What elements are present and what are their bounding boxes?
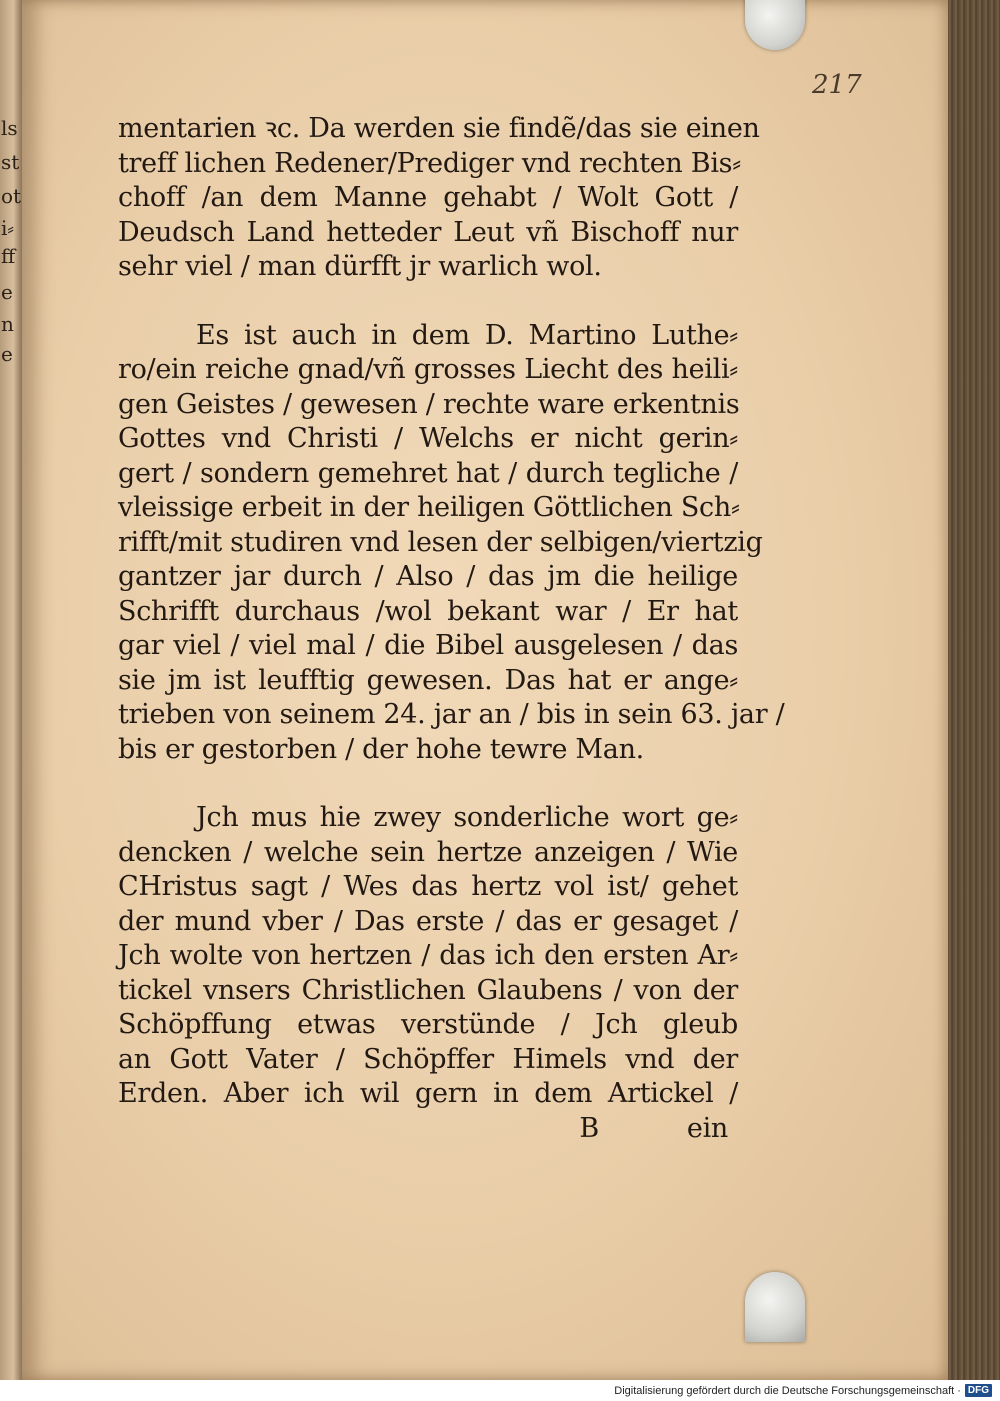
prev-fragment: ls (1, 116, 18, 140)
page-text (118, 112, 785, 1146)
text-line: rifft/mit studiren vnd lesen der selbigen/viertzig (118, 526, 763, 558)
prev-fragment: e (1, 280, 13, 304)
paragraph-gap (118, 767, 738, 801)
prev-fragment: n (1, 312, 14, 336)
dfg-logo: DFG (965, 1384, 992, 1397)
prev-fragment: i⸗ (1, 216, 15, 240)
prev-fragment: ff (1, 244, 16, 268)
text-line: gantzer jar durch / Also / das jm die heilige (118, 561, 738, 592)
text-line: gen Geistes / gewesen / rechte ware erkentnis (118, 388, 740, 420)
text-line: Gottes vnd Christi / Welchs er nicht gerin⸗ (118, 423, 738, 454)
text-line: bis er gestorben / der hohe tewre Man. (118, 733, 644, 765)
text-line: sie jm ist leufftig gewesen. Das hat er ange⸗ (118, 664, 738, 696)
text-line: sehr viel / man dürfft jr warlich wol. (118, 251, 602, 282)
text-line: Jch mus hie zwey sonderliche wort ge⸗ (196, 802, 738, 833)
text-line: der mund vber / Das erste / das er gesaget / (118, 905, 738, 937)
text-line: gert / sondern gemehret hat / durch tegliche / (118, 457, 738, 489)
previous-page-edge (0, 0, 22, 1380)
page-clip (745, 1272, 805, 1342)
text-line: tickel vnsers Christlichen Glaubens / von der (118, 974, 738, 1006)
signature-mark: B (579, 1112, 599, 1144)
book-page (22, 0, 948, 1380)
text-line: gar viel / viel mal / die Bibel ausgelesen / das (118, 630, 738, 661)
text-line: trieben von seinem 24. jar an / bis in sein 63. jar / (118, 699, 785, 730)
footer-credit: Digitalisierung gefördert durch die Deutsche Forschungsgemeinschaft · DFG (0, 1380, 1000, 1401)
text-line: Erden. Aber ich wil gern in dem Artickel / (118, 1078, 738, 1109)
funding-credit-text: Digitalisierung gefördert durch die Deutsche Forschungsgemeinschaft (614, 1384, 955, 1397)
text-line: Schrifft durchaus /wol bekant war / Er hat (118, 595, 738, 627)
text-line: an Gott Vater / Schöpffer Himels vnd der (118, 1043, 738, 1075)
signature-and-catchword (118, 1112, 738, 1147)
text-line: treff lichen Redener/Prediger vnd rechten Bis⸗ (118, 147, 741, 179)
catchword: ein (686, 1112, 728, 1144)
paragraph-gap (118, 285, 738, 319)
text-line: mentarien ꝛc. Da werden sie findẽ/das sie einen (118, 113, 760, 144)
text-line: vleissige erbeit in der heiligen Göttlichen Sch⸗ (118, 492, 740, 523)
text-line: Deudsch Land hetteder Leut vñ Bischoff nur (118, 216, 738, 248)
text-line: choff /an dem Manne gehabt / Wolt Gott / (118, 182, 738, 213)
text-line: CHristus sagt / Wes das hertz vol ist/ gehet (118, 871, 738, 902)
text-line: dencken / welche sein hertze anzeigen / Wie (118, 836, 738, 868)
text-line: ro/ein reiche gnad/vñ grosses Liecht des heili⸗ (118, 354, 738, 385)
text-line: Jch wolte von hertzen / das ich den ersten Ar⸗ (118, 940, 738, 971)
text-line: Es ist auch in dem D. Martino Luthe⸗ (196, 319, 738, 351)
page-number: 217 (812, 70, 862, 100)
prev-fragment: e (1, 342, 13, 366)
text-line: Schöpffung etwas verstünde / Jch gleub (118, 1009, 738, 1040)
book-edge (948, 0, 1000, 1380)
prev-fragment: st (1, 150, 20, 174)
prev-fragment: ot (1, 184, 22, 208)
